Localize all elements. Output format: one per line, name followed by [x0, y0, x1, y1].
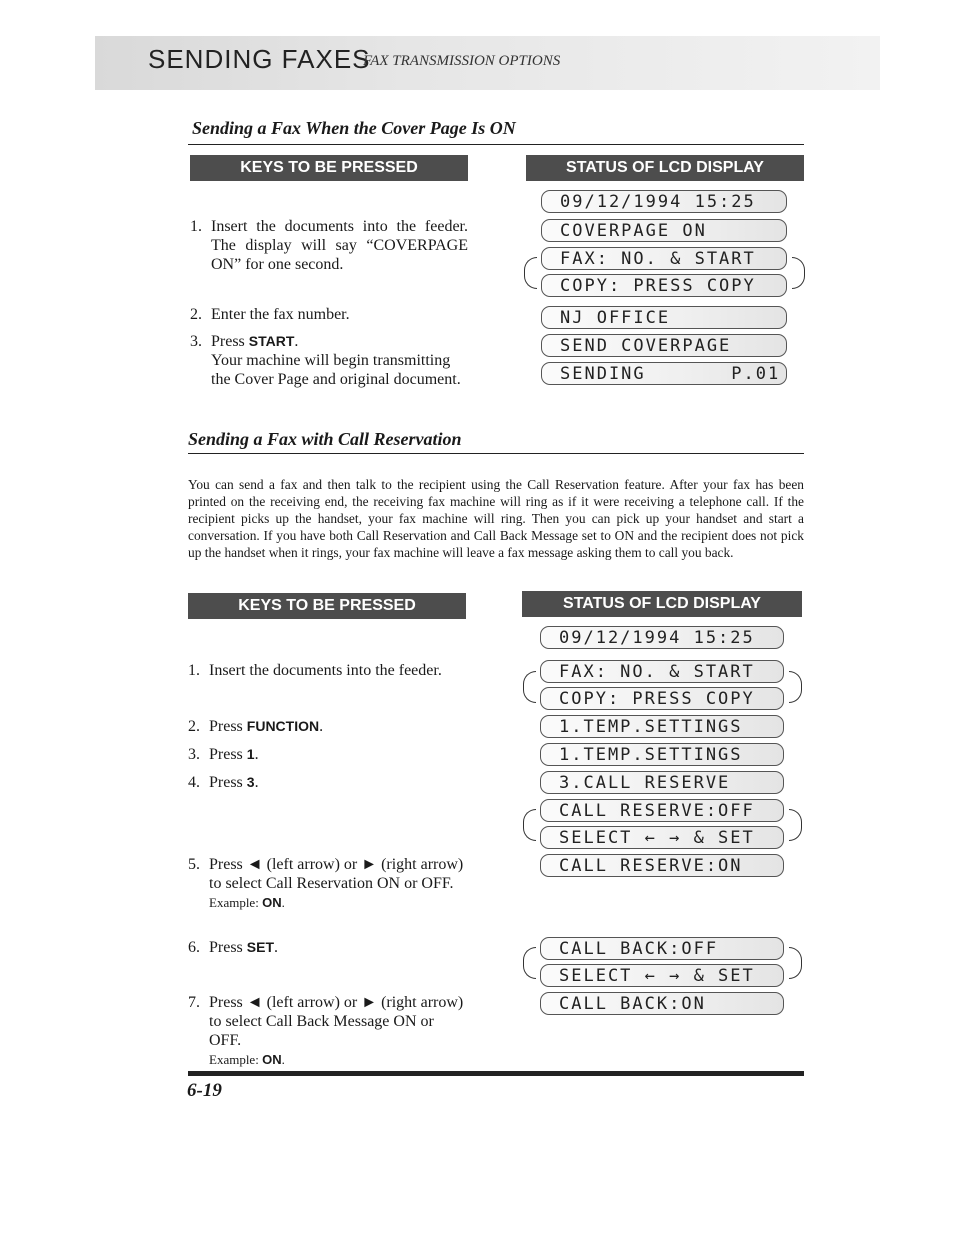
lcd-display: FAX: NO. & START — [541, 247, 787, 270]
lcd-display: FAX: NO. & START — [540, 660, 784, 683]
step-number: 1. — [190, 218, 202, 235]
step-1 — [188, 661, 478, 680]
step-number: 5. — [188, 856, 200, 873]
section-title-cover-page: Sending a Fax When the Cover Page Is ON — [192, 118, 516, 138]
example-end: . — [281, 895, 285, 910]
step-text: Insert the documents into the feeder. — [209, 662, 442, 679]
lcd-display: SELECT ← → & SET — [540, 826, 784, 849]
lcd-display: 1.TEMP.SETTINGS — [540, 743, 784, 766]
page-number: 6-19 — [187, 1080, 222, 1101]
step-detail: Your machine will begin transmitting the Cover Page and original document. — [211, 352, 461, 388]
intro-paragraph: You can send a fax and then talk to the recipient using the Call Reservation feature. After your fax has been printed on the receiving end, the receiving fax machine will ring as if it were receiving a telephone call. If the recipient picks up the handset, your fax machine will ring. Then you can pick up your handset and start a conversation. If you have both Call Reservation and Call Back Message set to ON and the recipient does not pick up the handset when it rings, your fax machine will leave a fax message asking them to call you back. — [188, 477, 804, 560]
step-text: Press — [209, 774, 247, 791]
step-2 — [190, 305, 480, 324]
step-number: 3. — [190, 333, 202, 350]
step-text-end: . — [254, 746, 259, 763]
step-3 — [188, 745, 478, 764]
step-number: 6. — [188, 939, 200, 956]
key-1: 1 — [246, 746, 255, 762]
key-set: SET — [246, 939, 275, 955]
step-text: Press — [211, 333, 249, 350]
alternate-right-arrow-icon — [792, 257, 805, 289]
lcd-display: 09/12/1994 15:25 — [540, 626, 784, 649]
step-text: Press ◄ (left arrow) or ► (right arrow) to select Call Reservation ON or OFF. — [209, 856, 464, 892]
step-text: Press — [209, 746, 247, 763]
step-6 — [188, 938, 478, 957]
keys-label-bar: KEYS TO BE PRESSED — [190, 155, 468, 181]
lcd-display: CALL BACK:ON — [540, 992, 784, 1015]
section-title-call-reservation: Sending a Fax with Call Reservation — [188, 429, 462, 449]
step-4 — [188, 773, 478, 792]
alternate-right-arrow-icon — [789, 947, 802, 979]
section-rule — [188, 144, 804, 145]
lcd-display: NJ OFFICE — [541, 306, 787, 329]
lcd-display: SEND COVERPAGE — [541, 334, 787, 357]
step-text-end: . — [319, 718, 324, 735]
lcd-display: COPY: PRESS COPY — [541, 274, 787, 297]
step-number: 4. — [188, 774, 200, 791]
step-7 — [188, 993, 478, 1069]
lcd-display: CALL RESERVE:ON — [540, 854, 784, 877]
step-number: 7. — [188, 994, 200, 1011]
step-example — [209, 893, 467, 912]
step-text: Press ◄ (left arrow) or ► (right arrow) to select Call Back Message ON or OFF. — [209, 994, 464, 1049]
keys-label-bar: KEYS TO BE PRESSED — [188, 593, 466, 619]
step-text: Press — [209, 939, 247, 956]
lcd-label-bar: STATUS OF LCD DISPLAY — [526, 155, 804, 181]
lcd-display: SELECT ← → & SET — [540, 964, 784, 987]
lcd-label-bar: STATUS OF LCD DISPLAY — [522, 591, 802, 617]
step-number: 2. — [188, 718, 200, 735]
lcd-display: 09/12/1994 15:25 — [541, 190, 787, 213]
step-number: 3. — [188, 746, 200, 763]
example-label: Example: — [209, 895, 263, 910]
step-5 — [188, 855, 478, 912]
step-3 — [190, 332, 480, 389]
example-label: Example: — [209, 1052, 263, 1067]
key-start: START — [248, 333, 295, 349]
lcd-display: COVERPAGE ON — [541, 219, 787, 242]
step-text: Press — [209, 718, 247, 735]
alternate-left-arrow-icon — [523, 671, 536, 703]
step-number: 2. — [190, 306, 202, 323]
alternate-left-arrow-icon — [523, 809, 536, 841]
step-text-end: . — [294, 333, 299, 350]
step-text: Enter the fax number. — [211, 306, 350, 323]
example-key: ON — [262, 895, 282, 910]
lcd-display: SENDING P.01 — [541, 362, 787, 385]
step-number: 1. — [188, 662, 200, 679]
step-example — [209, 1050, 467, 1069]
alternate-right-arrow-icon — [789, 809, 802, 841]
alternate-left-arrow-icon — [523, 947, 536, 979]
footer-rule — [188, 1071, 804, 1076]
running-header-title: SENDING FAXES — [148, 44, 371, 74]
lcd-display: CALL BACK:OFF — [540, 937, 784, 960]
lcd-display: CALL RESERVE:OFF — [540, 799, 784, 822]
example-key: ON — [262, 1052, 282, 1067]
alternate-left-arrow-icon — [524, 257, 537, 289]
lcd-display: 3.CALL RESERVE — [540, 771, 784, 794]
step-text: Insert the documents into the feeder. The display will say “COVERPAGE ON” for one second. — [211, 218, 468, 273]
running-header-subtitle: FAX TRANSMISSION OPTIONS — [363, 53, 561, 69]
lcd-display: COPY: PRESS COPY — [540, 687, 784, 710]
key-function: FUNCTION — [246, 718, 320, 734]
step-1 — [190, 217, 480, 274]
alternate-right-arrow-icon — [789, 671, 802, 703]
example-end: . — [281, 1052, 285, 1067]
lcd-display: 1.TEMP.SETTINGS — [540, 715, 784, 738]
step-text-end: . — [274, 939, 279, 956]
step-text-end: . — [254, 774, 259, 791]
section-rule — [188, 453, 804, 454]
step-2 — [188, 717, 478, 736]
key-3: 3 — [246, 774, 255, 790]
